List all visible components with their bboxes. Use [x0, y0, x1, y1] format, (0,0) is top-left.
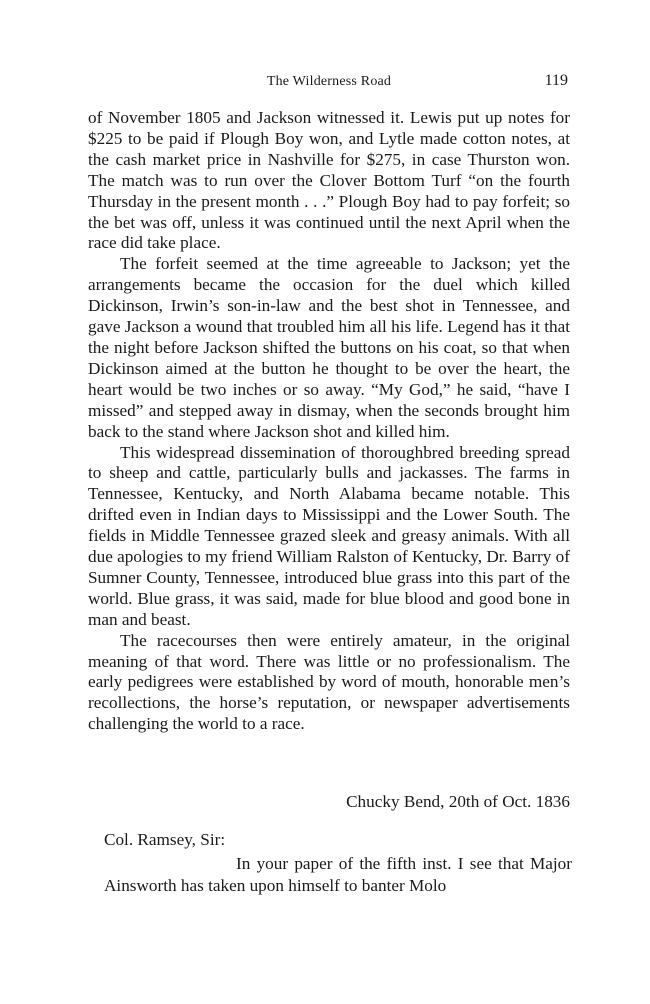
- letter-salutation: Col. Ramsey, Sir:: [104, 830, 226, 849]
- paragraph: The forfeit seemed at the time agreeable to Jackson; yet the arrangements became the occasion for the duel which killed Dickinson, Irwin’s son-in-law and the best shot in Tennessee, and gave Jackson a wound that troubled him all his life. Legend has it that the night before Jackson shifted the buttons on his coat, so that when Dickinson aimed at the button he thought to be over the heart, the heart would be two inches or so away. “My God,” he said, “have I missed” and stepped away in dismay, when the seconds brought him back to the stand where Jackson shot and killed him.: [88, 254, 570, 441]
- letter-body: [104, 853, 572, 896]
- page-number: 119: [544, 72, 568, 89]
- letter-paragraph: In your paper of the fifth inst. I see that Major Ainsworth has taken upon himself to banter Molo: [104, 854, 572, 895]
- body-text: [88, 108, 570, 735]
- paragraph: This widespread dissemination of thoroughbred breeding spread to sheep and cattle, particularly bulls and jackasses. The farms in Tennessee, Kentucky, and North Alabama became notable. This drifted even in Indian days to Mississippi and the Lower South. The fields in Middle Tennessee grazed sleek and greasy animals. With all due apologies to my friend William Ralston of Kentucky, Dr. Barry of Sumner County, Tennessee, introduced blue grass into this part of the world. Blue grass, it was said, made for blue blood and good bone in man and beast.: [88, 442, 570, 629]
- paragraph: The racecourses then were entirely amateur, in the original meaning of that word. There was little or no professionalism. The early pedigrees were established by word of mouth, honorable men’s recollections, the horse’s reputation, or newspaper advertisements challenging the world to a race.: [88, 630, 570, 734]
- letter-dateline: Chucky Bend, 20th of Oct. 1836: [346, 792, 570, 811]
- running-head: [88, 74, 570, 96]
- paragraph: of November 1805 and Jackson witnessed it. Lewis put up notes for $225 to be paid if Plough Boy won, and Lytle made cotton notes, at the cash market price in Nashville for $275, in case Thurston won. The match was to run over the Clover Bottom Turf “on the fourth Thursday in the present month . . .” Plough Boy had to pay forfeit; so the bet was off, unless it was continued until the next April when the race did take place.: [88, 108, 570, 253]
- running-title: The Wilderness Road: [266, 74, 392, 89]
